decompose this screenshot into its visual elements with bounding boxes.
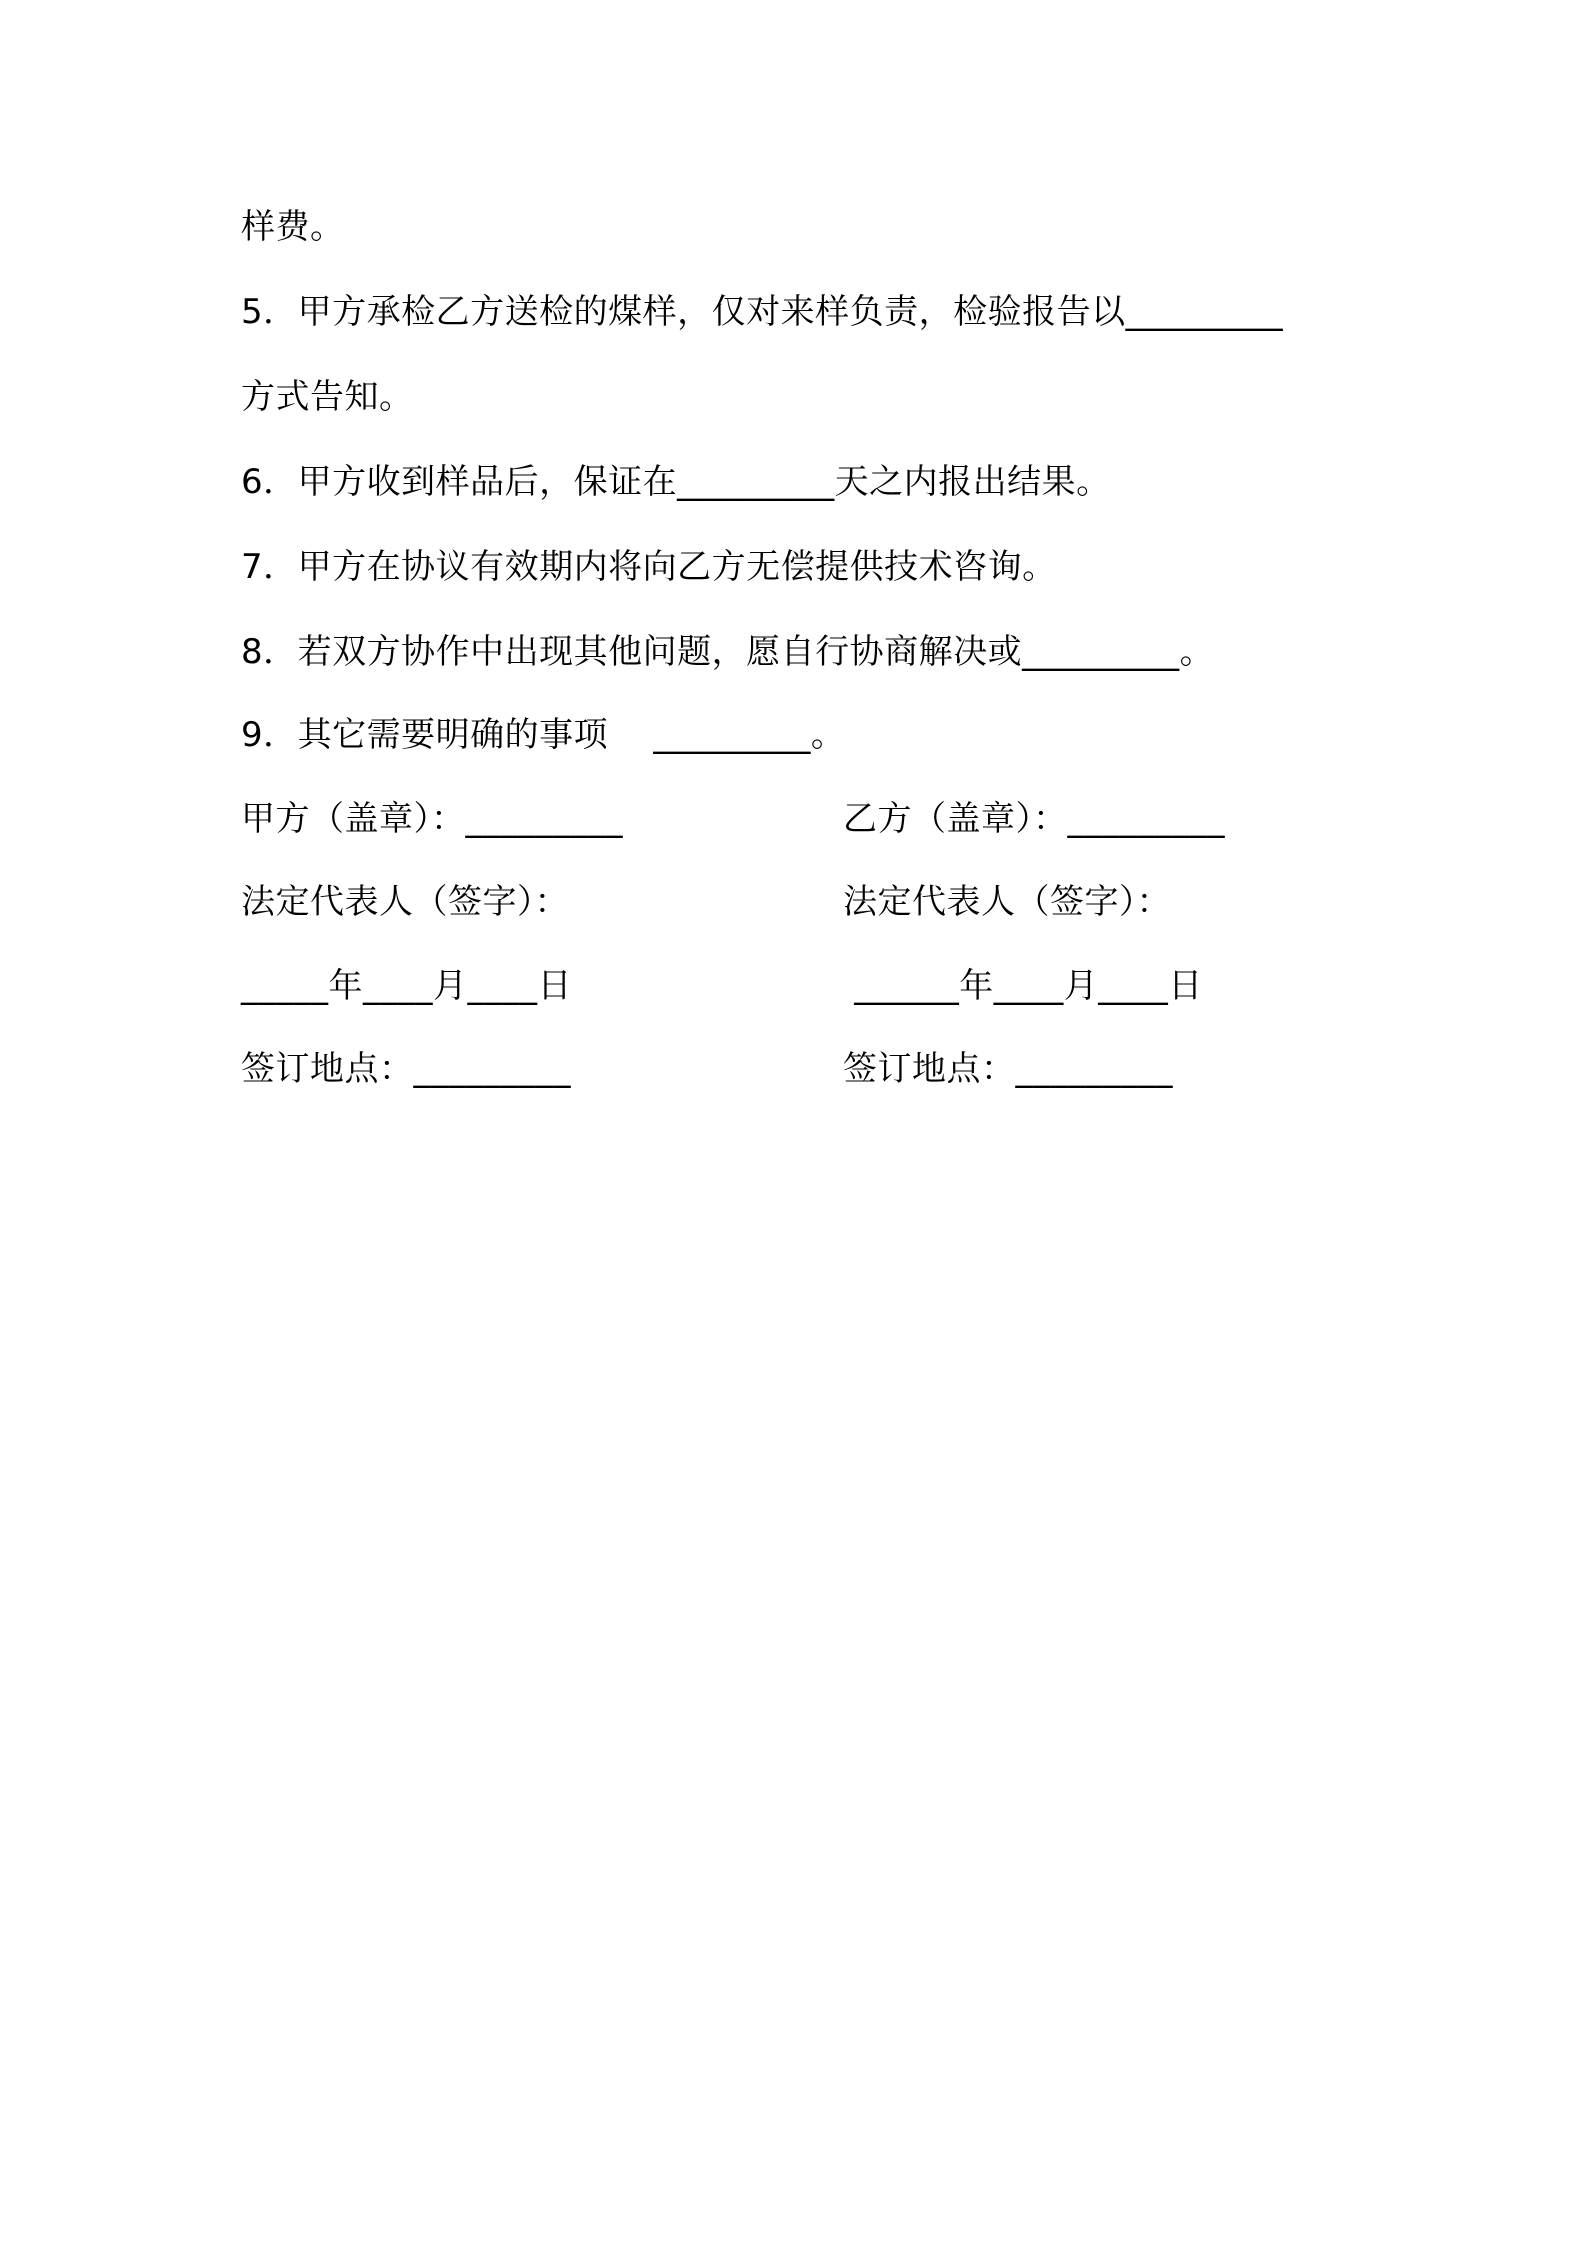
clause-5: 5．甲方承检乙方送检的煤样，仅对来样负责，检验报告以_________ <box>241 292 1284 332</box>
clause-9: 9．其它需要明确的事项 _________。 <box>241 715 846 755</box>
party-b-date: ______年____月____日 <box>843 966 1203 1006</box>
clause-6: 6．甲方收到样品后，保证在_________天之内报出结果。 <box>241 462 1111 502</box>
party-a-location: 签订地点：_________ <box>241 1049 571 1089</box>
party-b-seal: 乙方（盖章）：_________ <box>843 799 1225 839</box>
party-a-representative: 法定代表人（签字）： <box>241 882 569 922</box>
party-b-representative: 法定代表人（签字）： <box>843 882 1171 922</box>
party-a-date: _____年____月____日 <box>241 966 572 1006</box>
clause-5-continuation: 方式告知。 <box>241 377 414 417</box>
clause-7: 7．甲方在协议有效期内将向乙方无偿提供技术咨询。 <box>241 547 1057 587</box>
party-a-seal: 甲方（盖章）：_________ <box>241 799 623 839</box>
paragraph-fee-continuation: 样费。 <box>241 207 345 247</box>
party-b-location: 签订地点：_________ <box>843 1049 1173 1089</box>
clause-8: 8．若双方协作中出现其他问题，愿自行协商解决或_________。 <box>241 632 1215 672</box>
